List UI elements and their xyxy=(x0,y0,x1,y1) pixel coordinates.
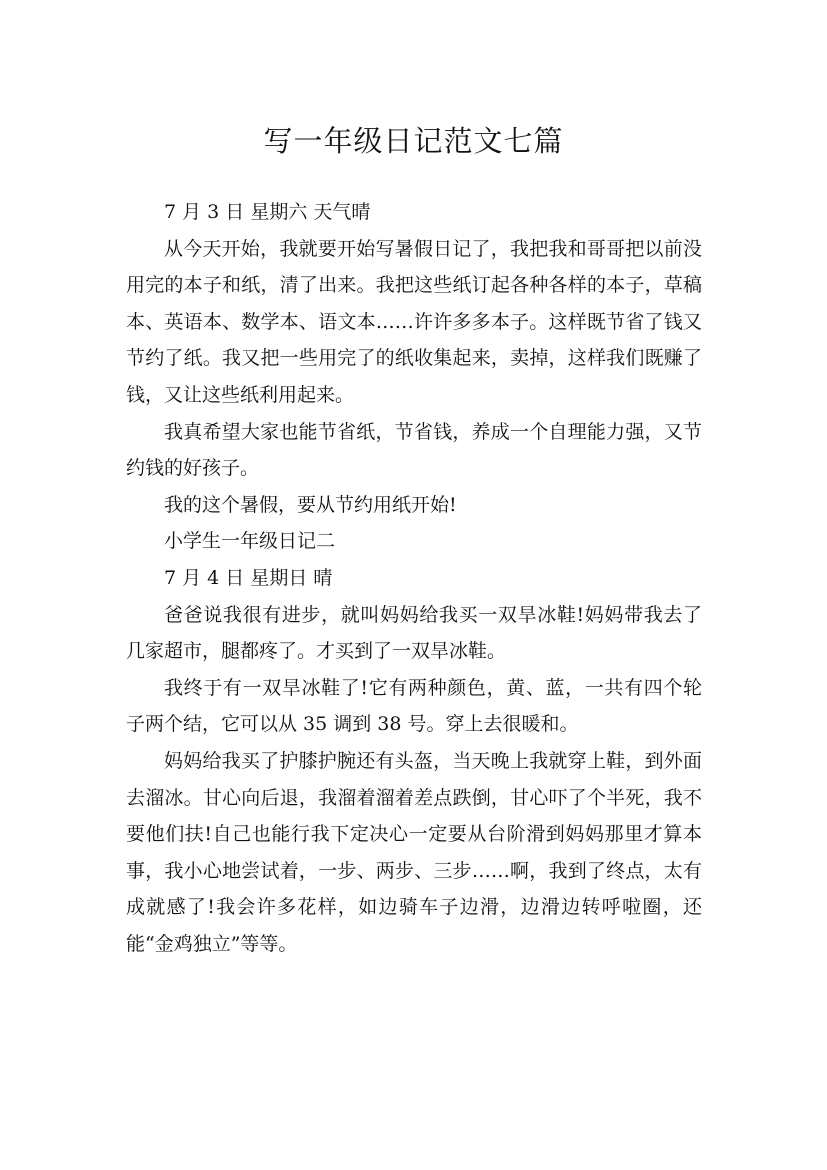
date-line-1: 7 月 3 日 星期六 天气晴 xyxy=(164,201,371,223)
paragraph: 我终于有一双旱冰鞋了!它有两种颜色，黄、蓝，一共有四个轮子两个结，它可以从 35 调到 38 号。穿上去很暖和。 xyxy=(126,676,702,736)
paragraph: 从今天开始，我就要开始写暑假日记了，我把我和哥哥把以前没用完的本子和纸，清了出来。我把这些纸订起各种各样的本子，草稿本、英语本、数学本、语文本……许许多多本子。这样既节省了钱又节约了纸。我又把一些用完了的纸收集起来，卖掉，这样我们既赚了钱，又让这些纸利用起来。 xyxy=(126,237,702,406)
paragraph: 我真希望大家也能节省纸，节省钱，养成一个自理能力强，又节约钱的好孩子。 xyxy=(126,420,702,480)
paragraph: 爸爸说我很有进步，就叫妈妈给我买一双旱冰鞋!妈妈带我去了几家超市，腿都疼了。才买到了一双旱冰鞋。 xyxy=(126,603,702,663)
paragraph: 我的这个暑假，要从节约用纸开始! xyxy=(164,493,457,516)
document-title: 写一年级日记范文七篇 xyxy=(263,124,564,159)
section-heading: 小学生一年级日记二 xyxy=(164,530,336,553)
paragraph: 妈妈给我买了护膝护腕还有头盔，当天晚上我就穿上鞋，到外面去溜冰。甘心向后退，我溜着溜着差点跌倒，甘心吓了个半死，我不要他们扶!自己也能行我下定决心一定要从台阶滑到妈妈那里才算本事，我小心地尝试着，一步、两步、三步……啊，我到了终点，太有成就感了!我会许多花样，如边骑车子边滑，边滑边转呼啦圈，还能“金鸡独立”等等。 xyxy=(126,749,702,955)
document-body xyxy=(126,194,702,962)
date-line-2: 7 月 4 日 星期日 晴 xyxy=(164,566,333,589)
